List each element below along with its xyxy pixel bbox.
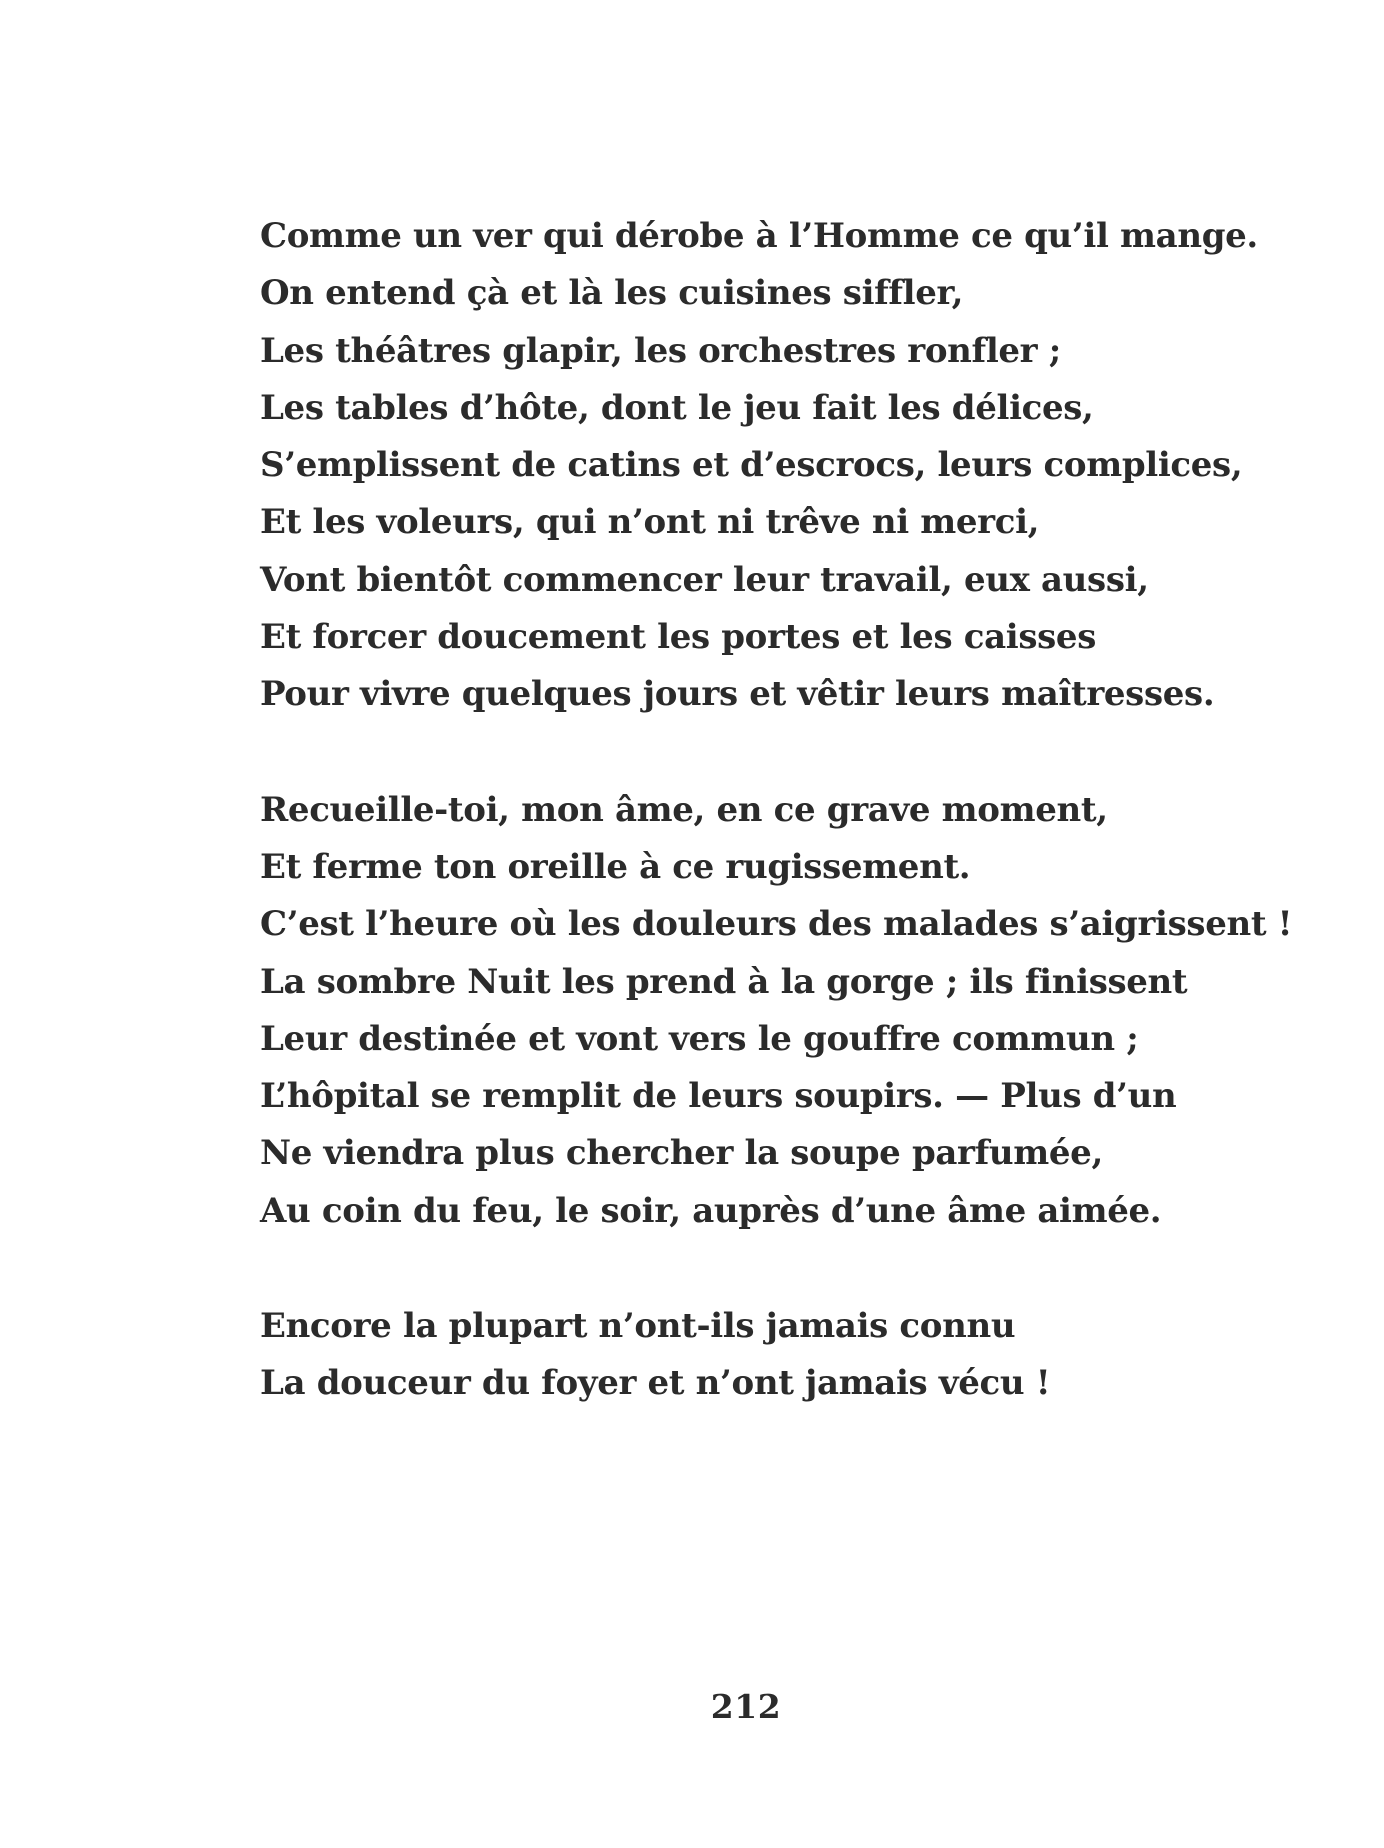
stanza-1: [260, 208, 1320, 724]
verse-line: Comme un ver qui dérobe à l’Homme ce qu’il mange.: [260, 216, 1258, 256]
stanza-2: [260, 782, 1320, 1240]
verse-line: Pour vivre quelques jours et vêtir leurs maîtresses.: [260, 674, 1215, 715]
stanza-3: [260, 1298, 1320, 1413]
verse-line: C’est l’heure où les douleurs des malades s’aigrissent !: [260, 904, 1293, 945]
page-number: 212: [710, 1687, 782, 1726]
verse-line: S’emplissent de catins et d’escrocs, leurs complices,: [260, 445, 1243, 486]
verse-line: Les tables d’hôte, dont le jeu fait les délices,: [260, 387, 1094, 428]
verse-line: Et ferme ton oreille à ce rugissement.: [260, 846, 971, 887]
verse-line: Et forcer doucement les portes et les caisses: [260, 617, 1096, 658]
verse-line: Au coin du feu, le soir, auprès d’une âme aimée.: [260, 1190, 1162, 1231]
verse-line: Vont bientôt commencer leur travail, eux aussi,: [260, 559, 1149, 600]
verse-line: Ne viendra plus chercher la soupe parfumée,: [260, 1133, 1103, 1174]
poem-text: [260, 208, 1320, 1471]
verse-line: Encore la plupart n’ont-ils jamais connu: [260, 1306, 1016, 1347]
verse-line: L’hôpital se remplit de leurs soupirs. — Plus d’un: [260, 1076, 1177, 1117]
verse-line: On entend çà et là les cuisines siffler,: [260, 273, 964, 314]
verse-line: Et les voleurs, qui n’ont ni trêve ni merci,: [260, 502, 1040, 543]
verse-line: Les théâtres glapir, les orchestres ronfler ;: [260, 330, 1061, 371]
verse-line: La sombre Nuit les prend à la gorge ; ils finissent: [260, 961, 1188, 1002]
verse-line: La douceur du foyer et n’ont jamais vécu !: [260, 1363, 1051, 1404]
verse-line: Leur destinée et vont vers le gouffre commun ;: [260, 1018, 1139, 1059]
verse-line: Recueille-toi, mon âme, en ce grave moment,: [260, 789, 1108, 830]
